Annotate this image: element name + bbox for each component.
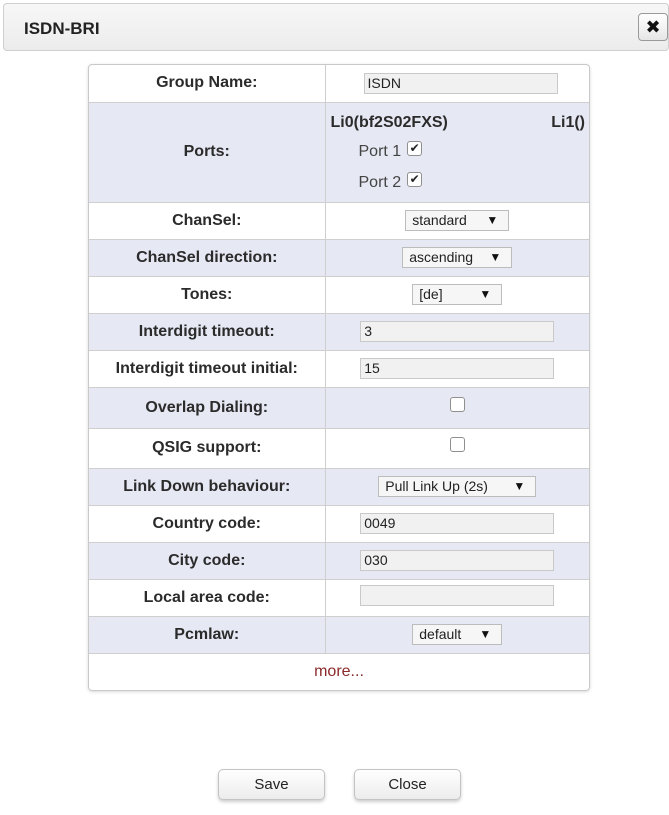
more-link[interactable]: more... [314,663,364,680]
interdigit-timeout-initial-label: Interdigit timeout initial: [89,350,325,387]
country-code-input[interactable]: 0049 [360,513,554,534]
interdigit-timeout-label: Interdigit timeout: [89,313,325,350]
interdigit-timeout-initial-input[interactable]: 15 [360,358,554,379]
row-interdigit-timeout [89,313,589,350]
local-area-code-input[interactable] [360,585,554,606]
chansel-direction-value: ascending [409,249,474,265]
port-2-label: Port 2 [358,173,402,191]
overlap-dialing-checkbox[interactable] [450,397,465,412]
row-local-area-code [89,579,589,616]
chevron-down-icon: ▼ [486,213,499,227]
ports-interface-1: Li1() [551,113,585,131]
qsig-support-label: QSIG support: [89,428,325,468]
chansel-select[interactable] [405,210,509,231]
port-2-checkbox[interactable] [407,172,422,187]
link-down-behaviour-select[interactable] [378,476,536,497]
chansel-value: standard [412,212,467,228]
pcmlaw-select[interactable] [412,624,502,645]
city-code-input[interactable]: 030 [360,550,554,571]
pcmlaw-value: default [419,626,462,642]
overlap-dialing-label: Overlap Dialing: [89,387,325,428]
row-link-down-behaviour [89,468,589,505]
city-code-label: City code: [89,542,325,579]
row-ports [89,102,589,202]
row-pcmlaw [89,616,589,653]
port-1-checkbox[interactable] [407,141,422,156]
local-area-code-label: Local area code: [89,579,325,616]
row-qsig-support [89,428,589,468]
pcmlaw-label: Pcmlaw: [89,616,325,653]
chevron-down-icon: ▼ [489,250,502,264]
port-1-label: Port 1 [358,142,402,160]
chansel-label: ChanSel: [89,202,325,239]
port-2-row [359,174,423,192]
link-down-behaviour-label: Link Down behaviour: [89,468,325,505]
ports-cell [325,102,589,202]
dialog-titlebar [3,3,669,51]
settings-form [88,64,590,691]
chevron-down-icon: ▼ [479,287,492,301]
row-overlap-dialing [89,387,589,428]
row-interdigit-timeout-initial [89,350,589,387]
tones-label: Tones: [89,276,325,313]
row-city-code [89,542,589,579]
tones-value: [de] [419,286,443,302]
row-country-code [89,505,589,542]
group-name-input[interactable]: ISDN [364,73,558,94]
interdigit-timeout-input[interactable]: 3 [360,321,554,342]
port-1-row [359,143,423,161]
row-chansel [89,202,589,239]
chansel-direction-select[interactable] [402,247,512,268]
ports-label: Ports: [89,102,325,202]
ports-interface-0: Li0(bf2S02FXS) [330,113,448,131]
tones-select[interactable] [412,284,502,305]
qsig-support-checkbox[interactable] [450,437,465,452]
row-tones [89,276,589,313]
row-chansel-direction [89,239,589,276]
dialog-title: ISDN-BRI [24,19,100,38]
row-group-name [89,65,589,102]
group-name-label: Group Name: [89,65,325,102]
save-button[interactable]: Save [218,769,325,800]
chevron-down-icon: ▼ [513,479,526,493]
close-icon[interactable]: ✖ [638,13,668,41]
settings-table [89,65,589,654]
country-code-label: Country code: [89,505,325,542]
close-button[interactable]: Close [354,769,461,800]
chevron-down-icon: ▼ [479,627,492,641]
chansel-direction-label: ChanSel direction: [89,239,325,276]
link-down-behaviour-value: Pull Link Up (2s) [385,478,488,494]
